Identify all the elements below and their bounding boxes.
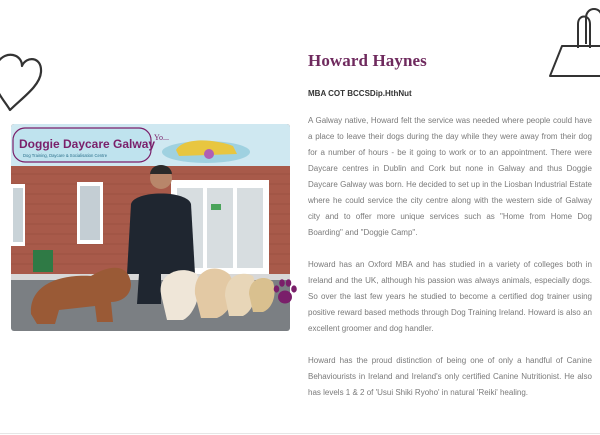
bio-paragraph-2: Howard has an Oxford MBA and has studied in a variety of colleges both in Ireland and the UK, although his passion was always animals, especially dogs. So over the last few years he studied to become a certified dog trainer using positive reward based methods through Dog Training Ireland. Howard is also an excellent groomer and dog handler. <box>308 260 592 333</box>
sign-title: Doggie Daycare Galway <box>19 137 156 151</box>
bio-paragraph-1: A Galway native, Howard felt the service was needed where people could have a place to leave their dogs during the day while they were away from their dog for a number of hours - be it going to work or to an appointment. There were Daycare centres in Dublin and Cork but none in Galway and thus Doggie Daycare Galway was born. He decided to set up in the Liosban Industrial Estate where he could service the city centre along with the western side of Galway city and to offer more unique services such as "Home from Home Dog Boarding" and "Doggie Camp". <box>308 116 592 237</box>
bio-paragraph-3: Howard has the proud distinction of being one of only a handful of Canine Behaviourists in Ireland and Ireland's only certified Canine Nutritionist. He also has levels 1 & 2 of 'Usui Shiki Ryoho' in natural 'Reiki' healing. <box>308 356 592 397</box>
heart-outline-icon <box>0 52 44 114</box>
sign-mark: Yo... <box>154 133 169 142</box>
profile-name: Howard Haynes <box>308 51 427 70</box>
footer-divider <box>0 433 600 434</box>
sign-subtitle: Dog Training, Daycare & Socialisation Centre <box>23 153 108 158</box>
profile-photo <box>11 124 290 331</box>
paw-print-icon <box>272 278 298 306</box>
profile-credentials: MBA COT BCCSDip.HthNut <box>308 89 412 98</box>
bio-section <box>308 51 592 401</box>
